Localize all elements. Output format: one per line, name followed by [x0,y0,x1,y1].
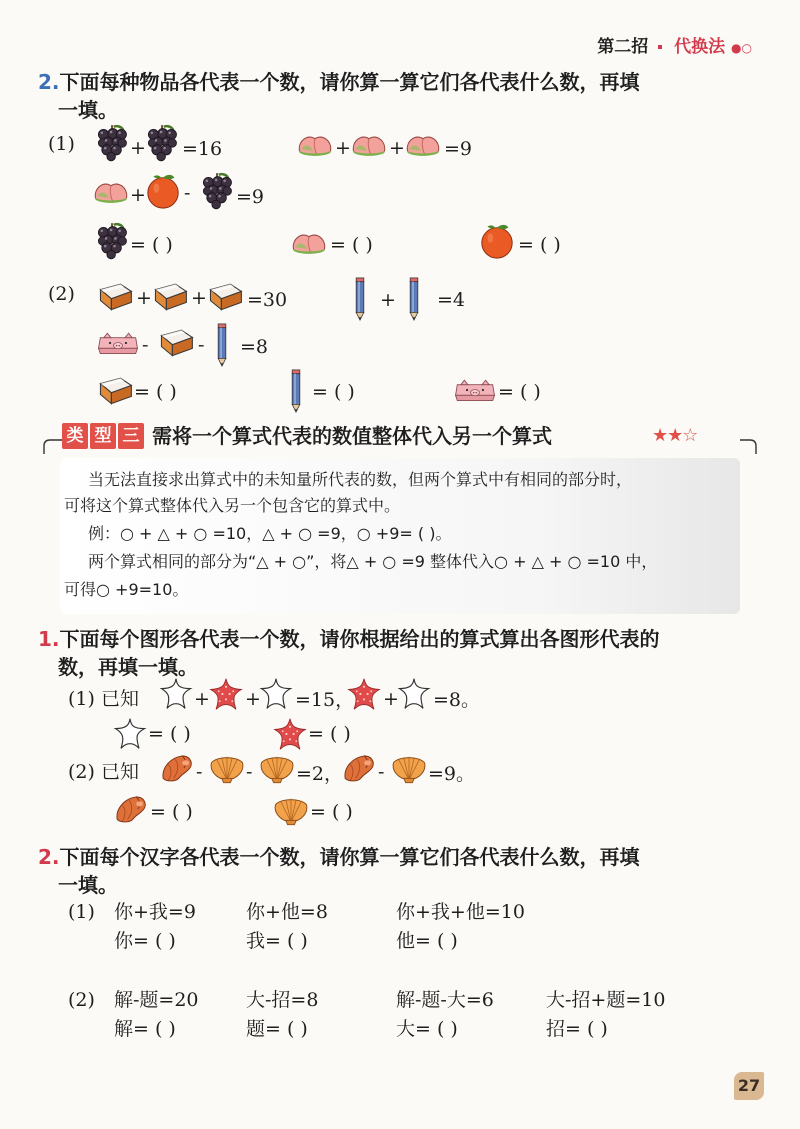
q1b-p1-label: (1) 已知 [68,688,139,710]
answer-blank[interactable]: 招= ( ) [546,1018,608,1040]
answer-blank[interactable]: = ( ) [134,381,177,403]
answer-blank[interactable]: = ( ) [518,234,561,256]
answer-blank[interactable]: = ( ) [498,381,541,403]
q1b-p2-eq1-result: =2， [296,763,344,785]
q2b-p2-eq3: 解-题-大=6 [396,989,494,1011]
scallop-shell-icon [272,794,310,826]
white-star-icon [112,716,148,752]
q2-p2-eq3-result: =8 [240,336,269,358]
q2-line1: 2.下面每种物品各代表一个数，请你算一算它们各代表什么数，再填 [38,70,640,94]
conch-shell-icon [112,792,150,826]
tip-line2: 可将这个算式整体代入另一个包含它的算式中。 [64,496,401,515]
tip-line1: 当无法直接求出算式中的未知量所代表的数，但两个算式中有相同的部分时， [88,470,633,489]
answer-blank[interactable]: 解= ( ) [114,1018,176,1040]
q2-p2-label: (2) [48,283,75,305]
scallop-shell-icon [258,752,296,784]
pencil-icon [214,322,230,368]
q2b-p2-eq4: 大-招+题=10 [546,989,666,1011]
q2-p2-eq2-result: =4 [437,289,466,311]
topic-title: 代换法 [674,37,726,57]
answer-blank[interactable]: = ( ) [130,234,173,256]
eraser-icon [150,280,190,312]
grape-icon [200,172,234,210]
q1b-line2: 数，再填一填。 [58,655,198,679]
q2b-p2-eq2: 大-招=8 [246,989,319,1011]
difficulty-stars-icon: ★★☆ [652,425,698,446]
q2-p2-eq1-result: =30 [247,289,288,311]
pencil-icon [352,276,368,322]
eraser-icon [156,326,196,358]
conch-shell-icon [340,752,378,784]
q2b-p1-eq2: 你+他=8 [246,901,328,923]
white-star-icon [396,676,432,712]
tip-line5: 可得○ +9=10。 [64,580,189,599]
pig-pencil-box-icon [95,330,141,356]
chapter-header [597,32,752,57]
section-tag: 类 型 三 [62,423,144,449]
peach-icon [404,130,442,158]
q2-p1-eq1-result: =16 [182,138,223,160]
white-star-icon [158,676,194,712]
decor-circles-icon: ●○ [731,41,752,55]
answer-blank[interactable]: 题= ( ) [246,1018,308,1040]
scallop-shell-icon [208,752,246,784]
q2b-p2-label: (2) [68,989,95,1011]
q2b-p1-eq3: 你+我+他=10 [396,901,525,923]
q2-line2: 一填。 [58,98,118,122]
conch-shell-icon [158,752,196,784]
q2-p1-label: (1) [48,133,75,155]
tip-example: 例：○ + △ + ○ =10，△ + ○ =9，○ +9= ( )。 [88,524,452,543]
pencil-icon [406,276,422,322]
orange-icon [478,222,516,260]
grape-icon [95,222,129,260]
scallop-shell-icon [390,752,428,784]
orange-icon [144,172,182,210]
q2-p1-eq3-result: =9 [236,186,265,208]
peach-icon [92,177,130,205]
eraser-icon [95,374,135,406]
answer-blank[interactable]: 他= ( ) [396,930,458,952]
peach-icon [350,130,388,158]
answer-blank[interactable]: = ( ) [148,723,191,745]
q2-p1-eq2-result: =9 [444,138,473,160]
starfish-icon [272,716,308,752]
section-title: 需将一个算式代表的数值整体代入另一个算式 [152,424,552,448]
eraser-icon [95,280,135,312]
pencil-icon [288,368,304,414]
grape-icon [95,124,129,162]
q1b-p2-label: (2) 已知 [68,761,139,783]
answer-blank[interactable]: 你= ( ) [114,930,176,952]
grape-icon [145,124,179,162]
answer-blank[interactable]: 我= ( ) [246,930,308,952]
pig-pencil-box-icon [452,377,498,403]
q2b-p1-label: (1) [68,901,95,923]
peach-icon [290,228,328,256]
answer-blank[interactable]: = ( ) [310,801,353,823]
answer-blank[interactable]: = ( ) [150,801,193,823]
starfish-icon [208,676,244,712]
q1b-p1-eq1-result: =15， [295,689,355,711]
chapter-title: 第二招 [597,37,649,57]
tip-line4: 两个算式相同的部分为“△ + ○”，将△ + ○ =9 整体代入○ + △ + ○ =10 中， [88,552,658,571]
answer-blank[interactable]: 大= ( ) [396,1018,458,1040]
eraser-icon [205,280,245,312]
answer-blank[interactable]: = ( ) [312,381,355,403]
answer-blank[interactable]: = ( ) [330,234,373,256]
answer-blank[interactable]: = ( ) [308,723,351,745]
q1b-p1-eq2-result: =8。 [433,689,481,711]
q2b-p2-eq1: 解-题=20 [114,989,199,1011]
q1b-line1: 1.下面每个图形各代表一个数，请你根据给出的算式算出各图形代表的 [38,627,660,651]
q2b-line2: 一填。 [58,873,118,897]
starfish-icon [346,676,382,712]
peach-icon [296,130,334,158]
q2b-p1-eq1: 你+我=9 [114,901,196,923]
white-star-icon [258,676,294,712]
separator-dot [658,45,662,49]
page-number: 27 [734,1072,764,1100]
q1b-p2-eq2-result: =9。 [428,763,476,785]
q2b-line1: 2.下面每个汉字各代表一个数，请你算一算它们各代表什么数，再填 [38,845,640,869]
